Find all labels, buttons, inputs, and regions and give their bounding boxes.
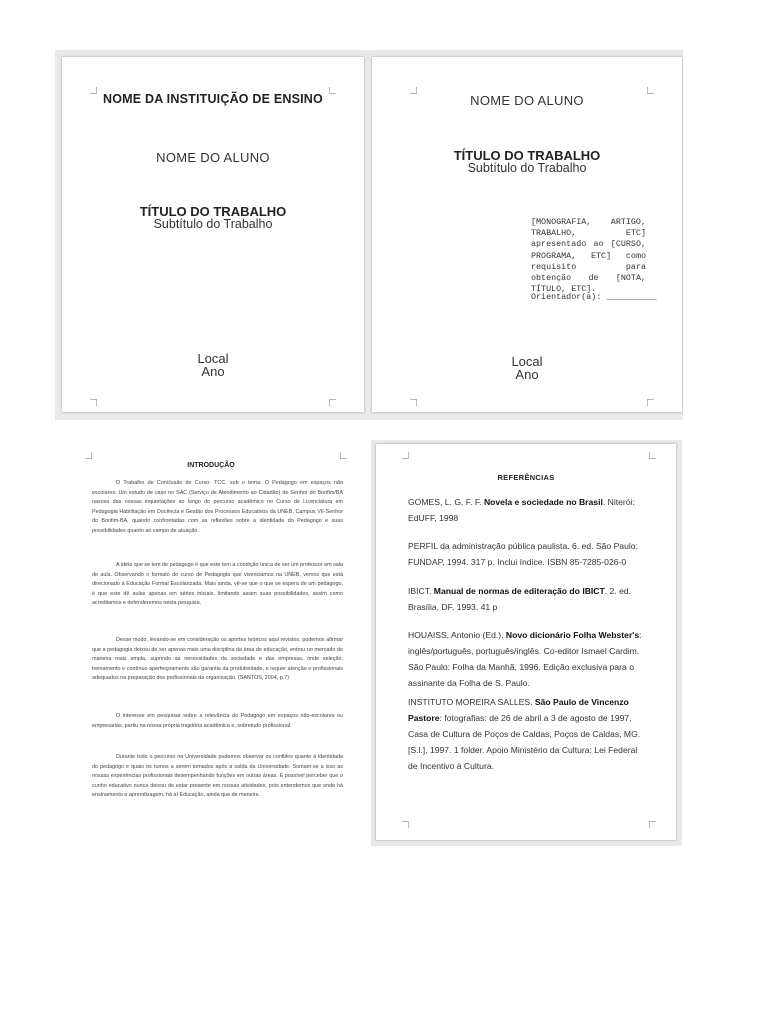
reference-item: INSTITUTO MOREIRA SALLES. São Paulo de Vincenzo Pastore: fotografias: de 26 de abril a 3 de agosto de 1997, Casa de Cultura de Poços de Caldas, Poços de Caldas, MG. [S.l.], 1997. 1 folder. Apoio Ministério da Cultura: Lei Federal de Incentivo à Cultura.	[408, 697, 641, 771]
references-heading: REFERÊNCIAS	[497, 473, 555, 482]
work-subtitle: Subtítulo do Trabalho	[467, 161, 587, 175]
institution-name: NOME DA INSTITUIÇÃO DE ENSINO	[103, 92, 323, 106]
work-title: TÍTULO DO TRABALHO	[139, 204, 287, 219]
reference-item: IBICT. Manual de normas de editeração do IBICT. 2. ed. Brasília, DF, 1993. 41 p	[408, 586, 632, 612]
local-label: Local	[197, 351, 229, 366]
reference-item: GOMES, L. G. F. F. Novela e sociedade no Brasil. Niterói: EdUFF, 1998	[408, 497, 635, 523]
work-description: [MONOGRAFIA, ARTIGO, TRABALHO, ETC] apresentado ao [CURSO, PROGRAMA, ETC] como requisito para obtenção de [NOTA, TÍTULO, ETC].	[531, 217, 646, 295]
cover-page	[62, 57, 364, 412]
year-label: Ano	[515, 367, 539, 382]
reference-item: HOUAISS, Antonio (Ed.). Novo dicionário Folha Webster's: inglês/português, português/inglês. Co-editor Ismael Cardim. São Paulo: Folha da Manhã, 1996. Edição exclusiva para o assinante da Folha de S. Paulo.	[408, 630, 642, 688]
introduction-page	[55, 440, 367, 845]
local-label: Local	[511, 354, 543, 369]
introduction-heading: INTRODUÇÃO	[187, 462, 235, 469]
student-name: NOME DO ALUNO	[156, 150, 270, 165]
intro-paragraph: Durante todo o percurso na Universidade pudemos observar os conflitos quanto à identidade do pedagogo e quais os rumos a serem tomados após a saída da Universidade. Somam-se a isso as nossas experiências profissionais desempenhando funções em outras áreas. É possível perceber que o cunho educativo nunca deixou de estar presente em nossas atividades, pois entendemos que onde há ensinamento e aprendizagem, há aí Educação, ainda que de maneira	[92, 754, 343, 799]
reference-item: PERFIL da administração pública paulista. 6. ed. São Paulo: FUNDAP, 1994. 317 p. Inclui índice. ISBN 85-7285-026-0	[408, 541, 638, 567]
intro-paragraph: O Trabalho de Conclusão de Curso- TCC, sob o tema: O Pedagogo em espaços não escolares: Um estudo de caso no SAC (Serviço de Atendimento ao Cidadão) de Senhor do Bonfim/BA nasceu das nossas inquietações ao longo do percurso acadêmico no Curso de Licenciatura em Pedagogia Habilitação em Docência e Gestão dos Processos Educativos da UNEB, Campus VII-Senhor do Bonfim-BA, quando confrontadas com as reflexões sobre a identidade do Pedagogo e suas possibilidades quanto ao campo de atuação.	[92, 480, 343, 534]
work-subtitle: Subtítulo do Trabalho	[153, 217, 273, 231]
year-label: Ano	[201, 364, 225, 379]
advisor-line: Orientador(a): __________	[531, 292, 657, 302]
work-title: TÍTULO DO TRABALHO	[453, 148, 601, 163]
intro-paragraph: O interesse em pesquisar sobre a relevância do Pedagogo em espaços não-escolares ou empresarias, partiu na nossa própria trajetória acadêmica e, sobretudo profissional.	[92, 713, 343, 729]
student-name: NOME DO ALUNO	[470, 93, 584, 108]
references-page	[376, 444, 676, 840]
title-page	[372, 57, 682, 412]
intro-paragraph: Desse modo, levando-se em consideração os aportes teóricos aqui revistos, podemos afirmar que a pedagogia deixou de ser apenas mais uma disciplina da área de educação, entrou no mercado de maneira mais ampla, suprindo as necessidades da sociedade e das empresas, onde seleção, treinamento e contínuo aperfeiçoamento são garantia da produtividade, e requer atenção e profissionais adequados na preparação dos profissionais da organização. (SANTOS, 2004, p.7)	[92, 637, 343, 682]
intro-paragraph: A idéia que se tem de pedagogo é que este tem a condição única de ser um professor em sala de aula. Observando o formato do curso de Pedagogia que vivenciamos na UNEB, vemos que está direcionado à Educação Formal Escolarizada. Mais ainda, vê-se que o que se espera de um pedagogo, é que este dê aulas apenas em séries iniciais, limitando assim suas possibilidades, assim como acreditamos e defenderemos nesta pesquisa.	[92, 562, 343, 607]
